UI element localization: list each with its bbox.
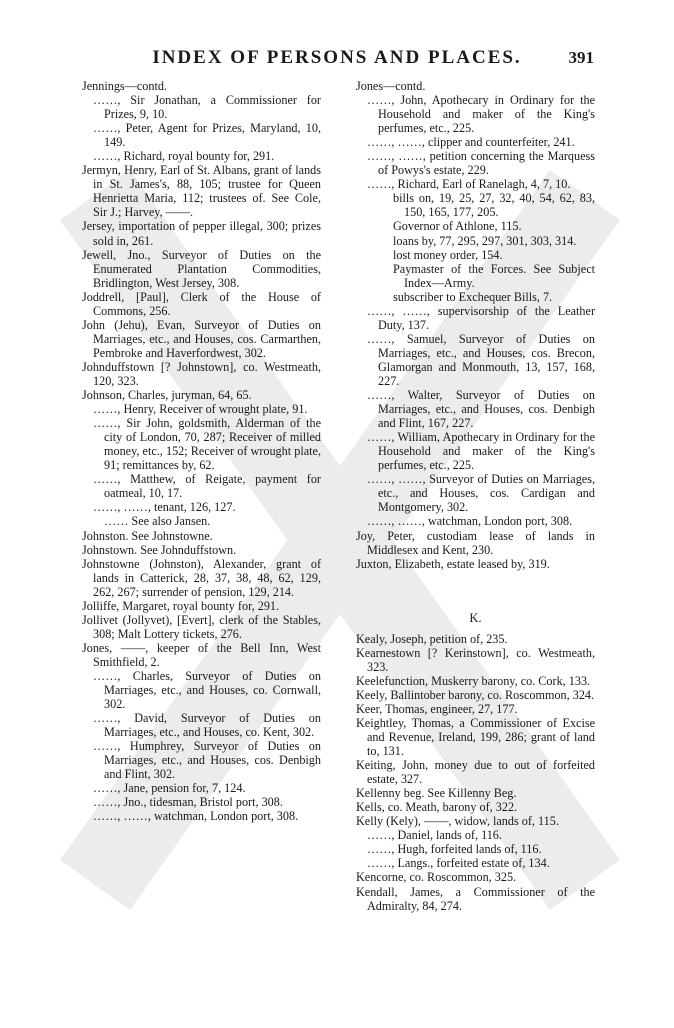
index-entry: Paymaster of the Forces. See Subject Index—Army. bbox=[393, 261, 595, 290]
index-entry: Joddrell, [Paul], Clerk of the House of Commons, 256. bbox=[82, 289, 321, 318]
index-entry: Kellenny beg. See Killenny Beg. bbox=[356, 786, 517, 801]
index-entry: ……, Richard, royal bounty for, 291. bbox=[93, 149, 275, 164]
index-entry: ……, ……, watchman, London port, 308. bbox=[93, 809, 299, 824]
index-entry: ……, Jane, pension for, 7, 124. bbox=[93, 781, 246, 796]
index-entry: ……, ……, petition concerning the Marquess of Powys's estate, 229. bbox=[367, 149, 595, 178]
index-entry: ……, Richard, Earl of Ranelagh, 4, 7, 10. bbox=[367, 177, 571, 192]
index-entry: Johnston. See Johnstowne. bbox=[82, 528, 213, 543]
index-entry: ……, Humphrey, Surveyor of Duties on Marriages, etc., and Houses, cos. Denbigh and Flint, 302. bbox=[93, 739, 321, 782]
index-entry: ……, ……, clipper and counterfeiter, 241. bbox=[367, 135, 575, 150]
index-entry: John (Jehu), Evan, Surveyor of Duties on Marriages, etc., and Houses, cos. Carmarthen, Pembroke and Haverfordwest, 302. bbox=[82, 317, 321, 360]
index-entry: ……, Daniel, lands of, 116. bbox=[367, 828, 502, 843]
index-entry: ……, Walter, Surveyor of Duties on Marriages, etc., and Houses, cos. Denbigh and Flint, 167, 227. bbox=[367, 388, 595, 431]
index-entry: Juxton, Elizabeth, estate leased by, 319. bbox=[356, 556, 550, 571]
index-entry: Keer, Thomas, engineer, 27, 177. bbox=[356, 701, 518, 716]
page-number: 391 bbox=[568, 48, 594, 67]
index-entry: Kencorne, co. Roscommon, 325. bbox=[356, 870, 517, 885]
index-column-left bbox=[82, 79, 321, 823]
running-title: INDEX OF PERSONS AND PLACES. bbox=[152, 47, 522, 68]
index-entry: Jermyn, Henry, Earl of St. Albans, grant of lands in St. James's, 88, 105; trustee for Queen Henrietta Maria, 112; trustees of. See Cole, Sir J.; Harvey, ——. bbox=[82, 163, 321, 220]
index-entry: Keely, Ballintober barony, co. Roscommon, 324. bbox=[356, 687, 595, 702]
index-entry: Jennings—contd. bbox=[82, 79, 167, 93]
index-entry: ……, William, Apothecary in Ordinary for the Household and maker of the King's perfumes, etc., 225. bbox=[367, 430, 595, 473]
index-entry: ……, ……, watchman, London port, 308. bbox=[367, 514, 573, 529]
page-header bbox=[0, 47, 674, 79]
index-entry: Kendall, James, a Commissioner of the Admiralty, 84, 274. bbox=[356, 884, 595, 913]
index-entry: Keightley, Thomas, a Commissioner of Excise and Revenue, Ireland, 199, 286; grant of land to, 131. bbox=[356, 715, 595, 759]
index-entry: Kelly (Kely), ——, widow, lands of, 115. bbox=[356, 814, 559, 829]
index-entry: ……, John, Apothecary in Ordinary for the Household and maker of the King's perfumes, etc., 225. bbox=[367, 93, 595, 136]
index-entry: lost money order, 154. bbox=[393, 247, 503, 262]
index-entry: loans by, 77, 295, 297, 301, 303, 314. bbox=[393, 233, 577, 248]
index-entry: ……, Charles, Surveyor of Duties on Marriages, etc., and Houses, co. Cornwall, 302. bbox=[93, 668, 321, 712]
index-entry: Johnduffstown [? Johnstown], co. Westmeath, 120, 323. bbox=[82, 359, 321, 388]
index-entry: subscriber to Exchequer Bills, 7. bbox=[393, 289, 553, 304]
index-column-right bbox=[356, 79, 595, 913]
index-entry: ……, Hugh, forfeited lands of, 116. bbox=[367, 842, 542, 857]
index-entry: Jones, ——, keeper of the Bell Inn, West Smithfield, 2. bbox=[82, 640, 321, 669]
index-entry: ……, Henry, Receiver of wrought plate, 91. bbox=[93, 402, 308, 417]
index-entry: ……, ……, tenant, 126, 127. bbox=[93, 500, 236, 515]
index-entry: Johnstowne (Johnston), Alexander, grant of lands in Catterick, 28, 37, 38, 48, 62, 129, 262, 267; surrender of pension, 129, 214. bbox=[82, 556, 321, 599]
index-entry: ……, Jno., tidesman, Bristol port, 308. bbox=[93, 795, 283, 810]
index-entry: ……, Samuel, Surveyor of Duties on Marriages, etc., and Houses, cos. Brecon, Glamorgan and Monmouth, 13, 157, 168, 227. bbox=[367, 331, 595, 388]
index-entry: ……, ……, supervisorship of the Leather Duty, 137. bbox=[367, 303, 595, 332]
index-entry: Kells, co. Meath, barony of, 322. bbox=[356, 800, 518, 815]
index-entry: Joy, Peter, custodiam lease of lands in Middlesex and Kent, 230. bbox=[356, 528, 595, 557]
index-entry: Kealy, Joseph, petition of, 235. bbox=[356, 631, 508, 646]
index-entry: ……, Matthew, of Reigate, payment for oatmeal, 10, 17. bbox=[93, 472, 321, 501]
index-entry: Jones—contd. bbox=[356, 79, 426, 93]
index-entry: ……, Langs., forfeited estate of, 134. bbox=[367, 856, 550, 871]
index-entry: Keiting, John, money due to out of forfeited estate, 327. bbox=[356, 758, 595, 787]
index-entry: Kearnestown [? Kerinstown], co. Westmeath, 323. bbox=[356, 645, 595, 674]
index-entry: ……, Sir Jonathan, a Commissioner for Prizes, 9, 10. bbox=[93, 93, 321, 122]
index-entry: Jersey, importation of pepper illegal, 300; prizes sold in, 261. bbox=[82, 219, 321, 248]
index-entry: ……, Peter, Agent for Prizes, Maryland, 10, 149. bbox=[93, 121, 321, 150]
index-entry: ……, Sir John, goldsmith, Alderman of the city of London, 70, 287; Receiver of milled money, etc., 152; Receiver of wrought plate, 91; remittances by, 62. bbox=[93, 416, 321, 473]
index-entry: Jolliffe, Margaret, royal bounty for, 291. bbox=[82, 598, 280, 613]
index-entry: bills on, 19, 25, 27, 32, 40, 54, 62, 83, 150, 165, 177, 205. bbox=[393, 191, 595, 220]
index-entry: ……, ……, Surveyor of Duties on Marriages, etc., and Houses, cos. Cardigan and Montgomery, 302. bbox=[367, 472, 595, 515]
section-letter-heading: K. bbox=[469, 610, 482, 625]
index-entry: …… See also Jansen. bbox=[104, 514, 211, 529]
index-entry: Jewell, Jno., Surveyor of Duties on the Enumerated Plantation Commodities, Bridlington, West Jersey, 308. bbox=[82, 247, 321, 290]
index-entry: Keelefunction, Muskerry barony, co. Cork, 133. bbox=[356, 673, 591, 688]
index-entry: ……, David, Surveyor of Duties on Marriages, etc., and Houses, co. Kent, 302. bbox=[93, 711, 321, 740]
index-entry: Johnson, Charles, juryman, 64, 65. bbox=[82, 388, 252, 403]
index-entry: Johnstown. See Johnduffstown. bbox=[82, 542, 237, 557]
index-entry: Jollivet (Jollyvet), [Evert], clerk of the Stables, 308; Malt Lottery tickets, 276. bbox=[82, 612, 321, 641]
index-entry: Governor of Athlone, 115. bbox=[393, 219, 522, 234]
